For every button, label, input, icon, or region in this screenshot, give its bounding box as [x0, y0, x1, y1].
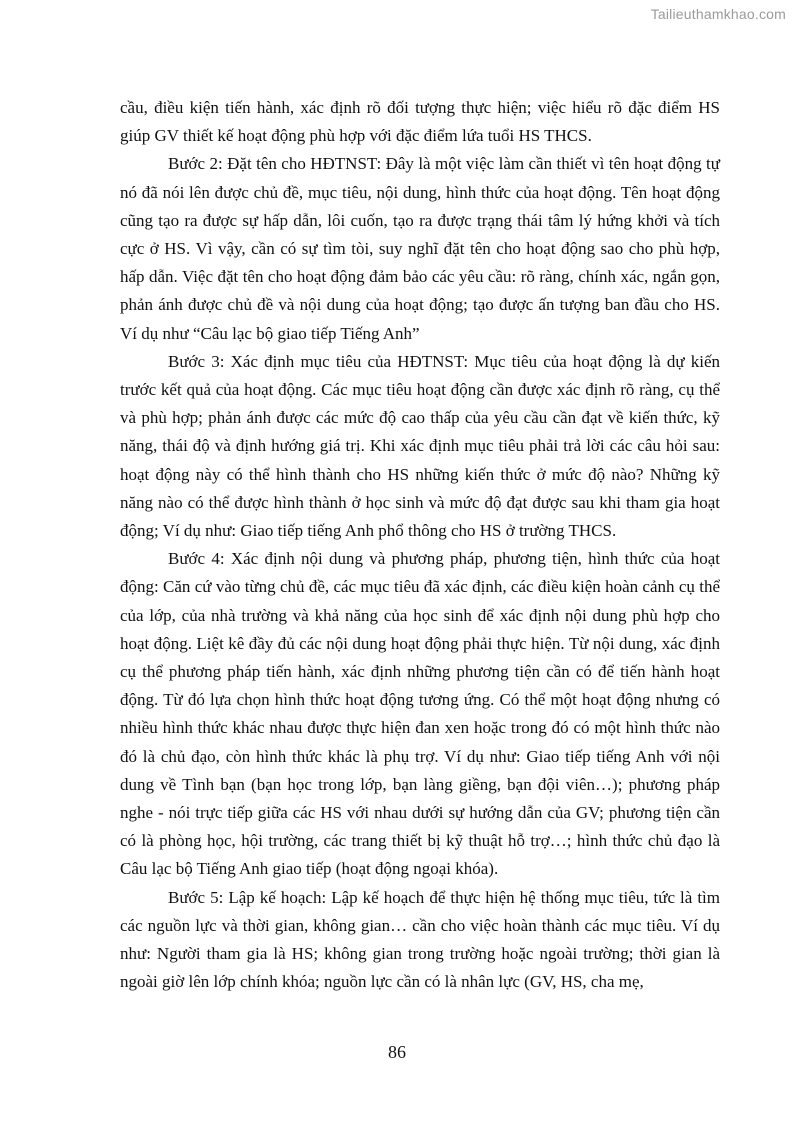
- paragraph-continuation: cầu, điều kiện tiến hành, xác định rõ đối tượng thực hiện; việc hiểu rõ đặc điểm HS giúp GV thiết kế hoạt động phù hợp với đặc điểm lứa tuổi HS THCS.: [120, 98, 720, 146]
- page-number: 86: [388, 1042, 406, 1062]
- paragraph-step-3: Bước 3: Xác định mục tiêu của HĐTNST: Mục tiêu của hoạt động là dự kiến trước kết quả của hoạt động. Các mục tiêu hoạt động cần được xác định rõ ràng, cụ thể và phù hợp; phản ánh được các mức độ cao thấp của yêu cầu cần đạt về kiến thức, kỹ năng, thái độ và định hướng giá trị. Khi xác định mục tiêu phải trả lời các câu hỏi sau: hoạt động này có thể hình thành cho HS những kiến thức ở mức độ nào? Những kỹ năng nào có thể được hình thành ở học sinh và mức độ đạt được sau khi tham gia hoạt động; Ví dụ như: Giao tiếp tiếng Anh phổ thông cho HS ở trường THCS.: [120, 351, 720, 541]
- paragraph-step-5: Bước 5: Lập kế hoạch: Lập kế hoạch để thực hiện hệ thống mục tiêu, tức là tìm các nguồn lực và thời gian, không gian… cần cho việc hoàn thành các mục tiêu. Ví dụ như: Người tham gia là HS; không gian trong trường hoặc ngoài trường; thời gian là ngoài giờ lên lớp chính khóa; nguồn lực cần có là nhân lực (GV, HS, cha mẹ,: [120, 887, 720, 992]
- document-body: [120, 94, 720, 997]
- paragraph-step-4: Bước 4: Xác định nội dung và phương pháp, phương tiện, hình thức của hoạt động: Căn cứ vào từng chủ đề, các mục tiêu đã xác định, các điều kiện hoàn cảnh cụ thể của lớp, của nhà trường và khả năng của học sinh để xác định nội dung phù hợp cho hoạt động. Liệt kê đầy đủ các nội dung hoạt động phải thực hiện. Từ nội dung, xác định cụ thể phương pháp tiến hành, xác định những phương tiện cần có để tiến hành hoạt động. Từ đó lựa chọn hình thức hoạt động tương ứng. Có thể một hoạt động nhưng có nhiều hình thức khác nhau được thực hiện đan xen hoặc trong đó có một hình thức nào đó là chủ đạo, còn hình thức khác là phụ trợ. Ví dụ như: Giao tiếp tiếng Anh với nội dung về Tình bạn (bạn học trong lớp, bạn làng giềng, bạn đội viên…); phương pháp nghe - nói trực tiếp giữa các HS với nhau dưới sự hướng dẫn của GV; phương tiện cần có là phòng học, hội trường, các trang thiết bị kỹ thuật hỗ trợ…; hình thức chủ đạo là Câu lạc bộ Tiếng Anh giao tiếp (hoạt động ngoại khóa).: [120, 549, 720, 879]
- paragraph-step-2: Bước 2: Đặt tên cho HĐTNST: Đây là một việc làm cần thiết vì tên hoạt động tự nó đã nói lên được chủ đề, mục tiêu, nội dung, hình thức của hoạt động. Tên hoạt động cũng tạo ra được sự hấp dẫn, lôi cuốn, tạo ra được trạng thái tâm lý hứng khởi và tích cực ở HS. Vì vậy, cần có sự tìm tòi, suy nghĩ đặt tên cho hoạt động sao cho phù hợp, hấp dẫn. Việc đặt tên cho hoạt động đảm bảo các yêu cầu: rõ ràng, chính xác, ngắn gọn, phản ánh được chủ đề và nội dung của hoạt động; tạo được ấn tượng ban đầu cho HS. Ví dụ như “Câu lạc bộ giao tiếp Tiếng Anh”: [120, 154, 720, 343]
- site-watermark: Tailieuthamkhao.com: [650, 6, 786, 22]
